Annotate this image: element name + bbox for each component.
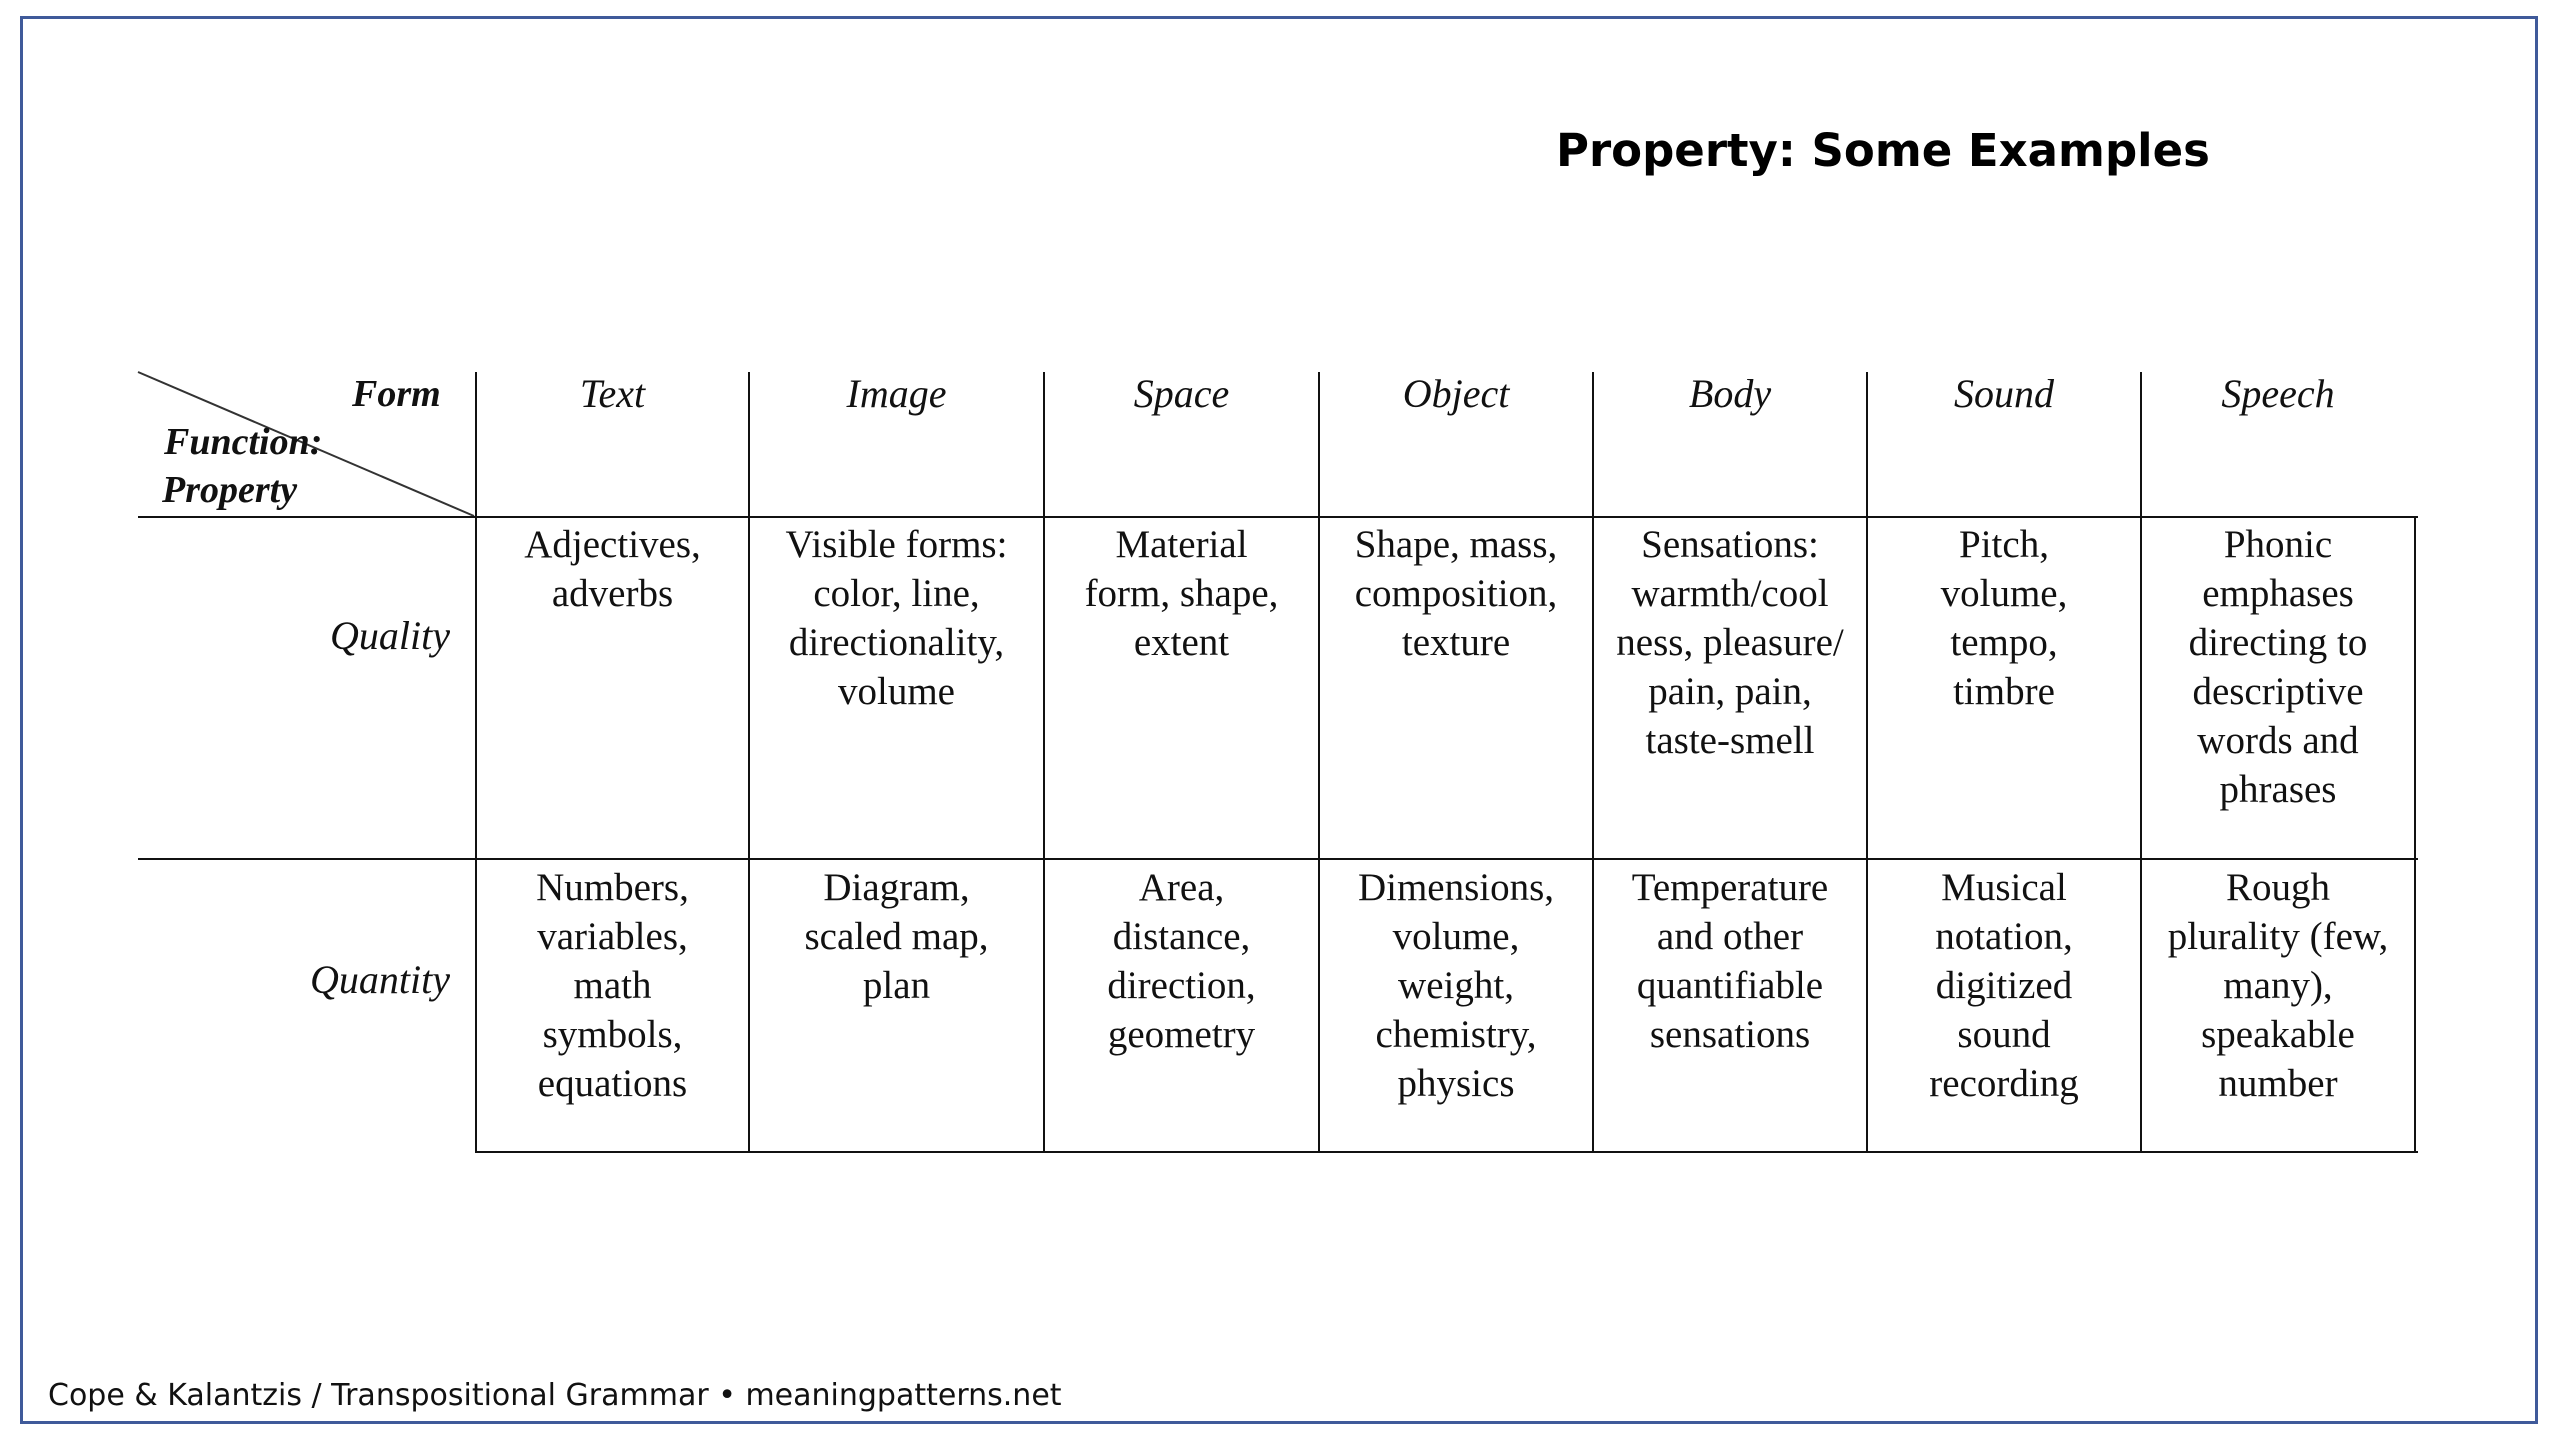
row-label-quantity: Quantity <box>310 957 450 1002</box>
quantity-speech-cell: Rough plurality (few, many), speakable number <box>2167 866 2389 1105</box>
corner-property-label: Property <box>162 469 298 511</box>
quality-space-cell: Material form, shape, extent <box>1084 523 1279 664</box>
quantity-body-cell: Temperature and other quantifiable sensations <box>1631 866 1829 1056</box>
quantity-image-cell: Diagram, scaled map, plan <box>804 866 989 1007</box>
rule-bottom <box>476 1151 2418 1153</box>
row-label-quality: Quality <box>330 613 450 658</box>
col-header-body: Body <box>1688 371 1772 416</box>
slide-title: Property: Some Examples <box>1556 124 2210 177</box>
quality-sound-cell: Pitch, volume, tempo, timbre <box>1940 523 2068 713</box>
quantity-text-cell: Numbers, variables, math symbols, equations <box>536 866 689 1105</box>
col-header-object: Object <box>1402 371 1510 416</box>
col-header-image: Image <box>846 371 947 416</box>
quantity-object-cell: Dimensions, volume, weight, chemistry, physics <box>1357 866 1555 1105</box>
slide-footer: Cope & Kalantzis / Transpositional Grammar • meaningpatterns.net <box>48 1378 1062 1413</box>
quality-text-cell: Adjectives, adverbs <box>524 523 701 615</box>
quantity-sound-cell: Musical notation, digitized sound recording <box>1929 866 2079 1105</box>
col-header-text: Text <box>579 371 646 416</box>
col-header-space: Space <box>1133 371 1230 416</box>
corner-function-label: Function: <box>164 421 323 463</box>
quality-object-cell: Shape, mass, composition, texture <box>1354 523 1558 664</box>
quantity-space-cell: Area, distance, direction, geometry <box>1107 866 1256 1056</box>
quality-image-cell: Visible forms: color, line, directionality, volume <box>785 523 1008 713</box>
corner-form-label: Form <box>352 373 441 415</box>
col-header-speech: Speech <box>2221 371 2335 416</box>
quality-speech-cell: Phonic emphases directing to descriptive words and phrases <box>2188 523 2368 811</box>
col-header-sound: Sound <box>1954 371 2054 416</box>
quality-body-cell: Sensations: warmth/cool ness, pleasure/ pain, pain, taste-smell <box>1616 523 1844 762</box>
